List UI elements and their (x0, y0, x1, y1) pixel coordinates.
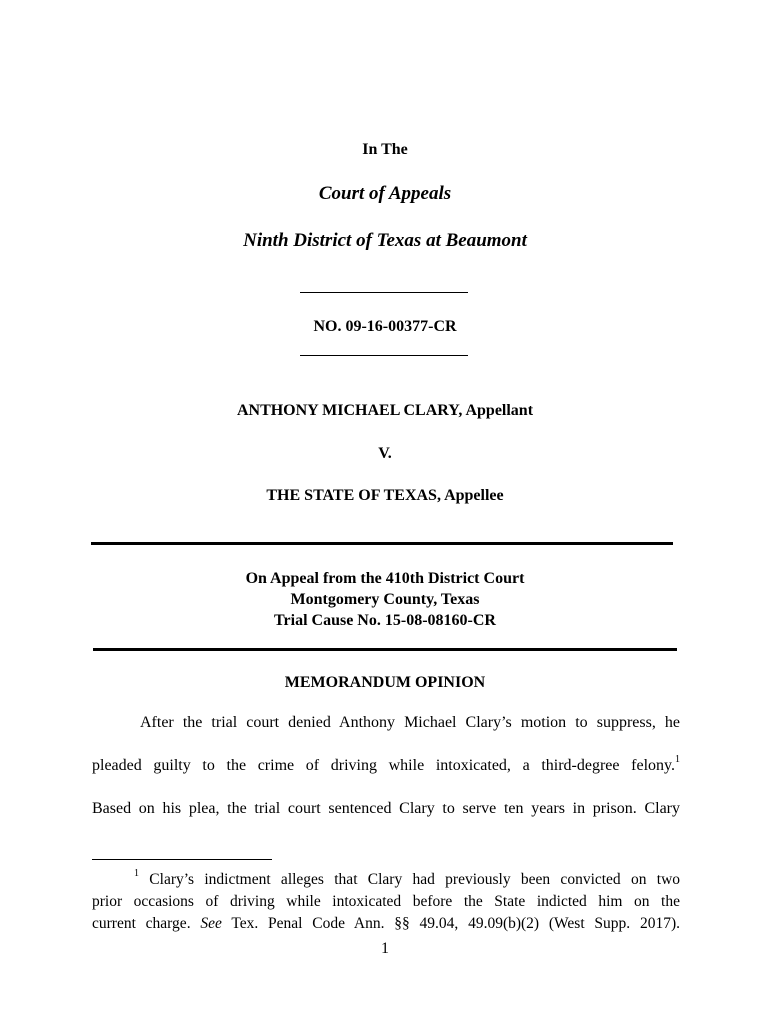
appellee-name: THE STATE OF TEXAS, Appellee (266, 487, 504, 504)
footnote-marker: 1 (134, 868, 139, 879)
footnote-rule (92, 859, 272, 860)
appellant-name: ANTHONY MICHAEL CLARY, Appellant (236, 402, 534, 419)
footnote-line-3-prefix: current charge. (92, 915, 201, 932)
case-number-rule-bottom (300, 355, 468, 356)
court-name: Court of Appeals (318, 183, 452, 204)
appeal-rule-top (91, 542, 673, 545)
opinion-heading: MEMORANDUM OPINION (284, 674, 486, 691)
appeal-county: Montgomery County, Texas (290, 591, 480, 608)
footnote-reference: 1 (675, 754, 680, 765)
footnote-line-3 (92, 915, 680, 933)
district-name: Ninth District of Texas at Beaumont (243, 230, 527, 251)
opinion-line-2 (92, 754, 680, 775)
footnote-line-1 (134, 868, 681, 889)
footnote-line-3-rest: Tex. Penal Code Ann. §§ 49.04, 49.09(b)(2) (West Supp. 2017). (221, 915, 680, 932)
case-number: NO. 09-16-00377-CR (313, 318, 457, 335)
appeal-court: On Appeal from the 410th District Court (245, 570, 525, 587)
footnote-signal: See (200, 915, 222, 932)
opinion-line-3: Based on his plea, the trial court sentenced Clary to serve ten years in prison. Clary (92, 800, 680, 817)
trial-cause-number: Trial Cause No. 15-08-08160-CR (274, 612, 496, 629)
appeal-rule-bottom (93, 648, 677, 651)
case-number-rule-top (300, 292, 468, 293)
in-the-heading: In The (362, 141, 408, 158)
opinion-line-2-text: pleaded guilty to the crime of driving while intoxicated, a third-degree felony. (92, 757, 675, 774)
page-number: 1 (381, 940, 389, 957)
versus-label: V. (378, 445, 392, 462)
footnote-line-2: prior occasions of driving while intoxicated before the State indicted him on the (92, 893, 680, 910)
footnote-line-1-text: Clary’s indictment alleges that Clary had previously been convicted on two (149, 871, 681, 888)
opinion-line-1: After the trial court denied Anthony Michael Clary’s motion to suppress, he (140, 714, 680, 731)
